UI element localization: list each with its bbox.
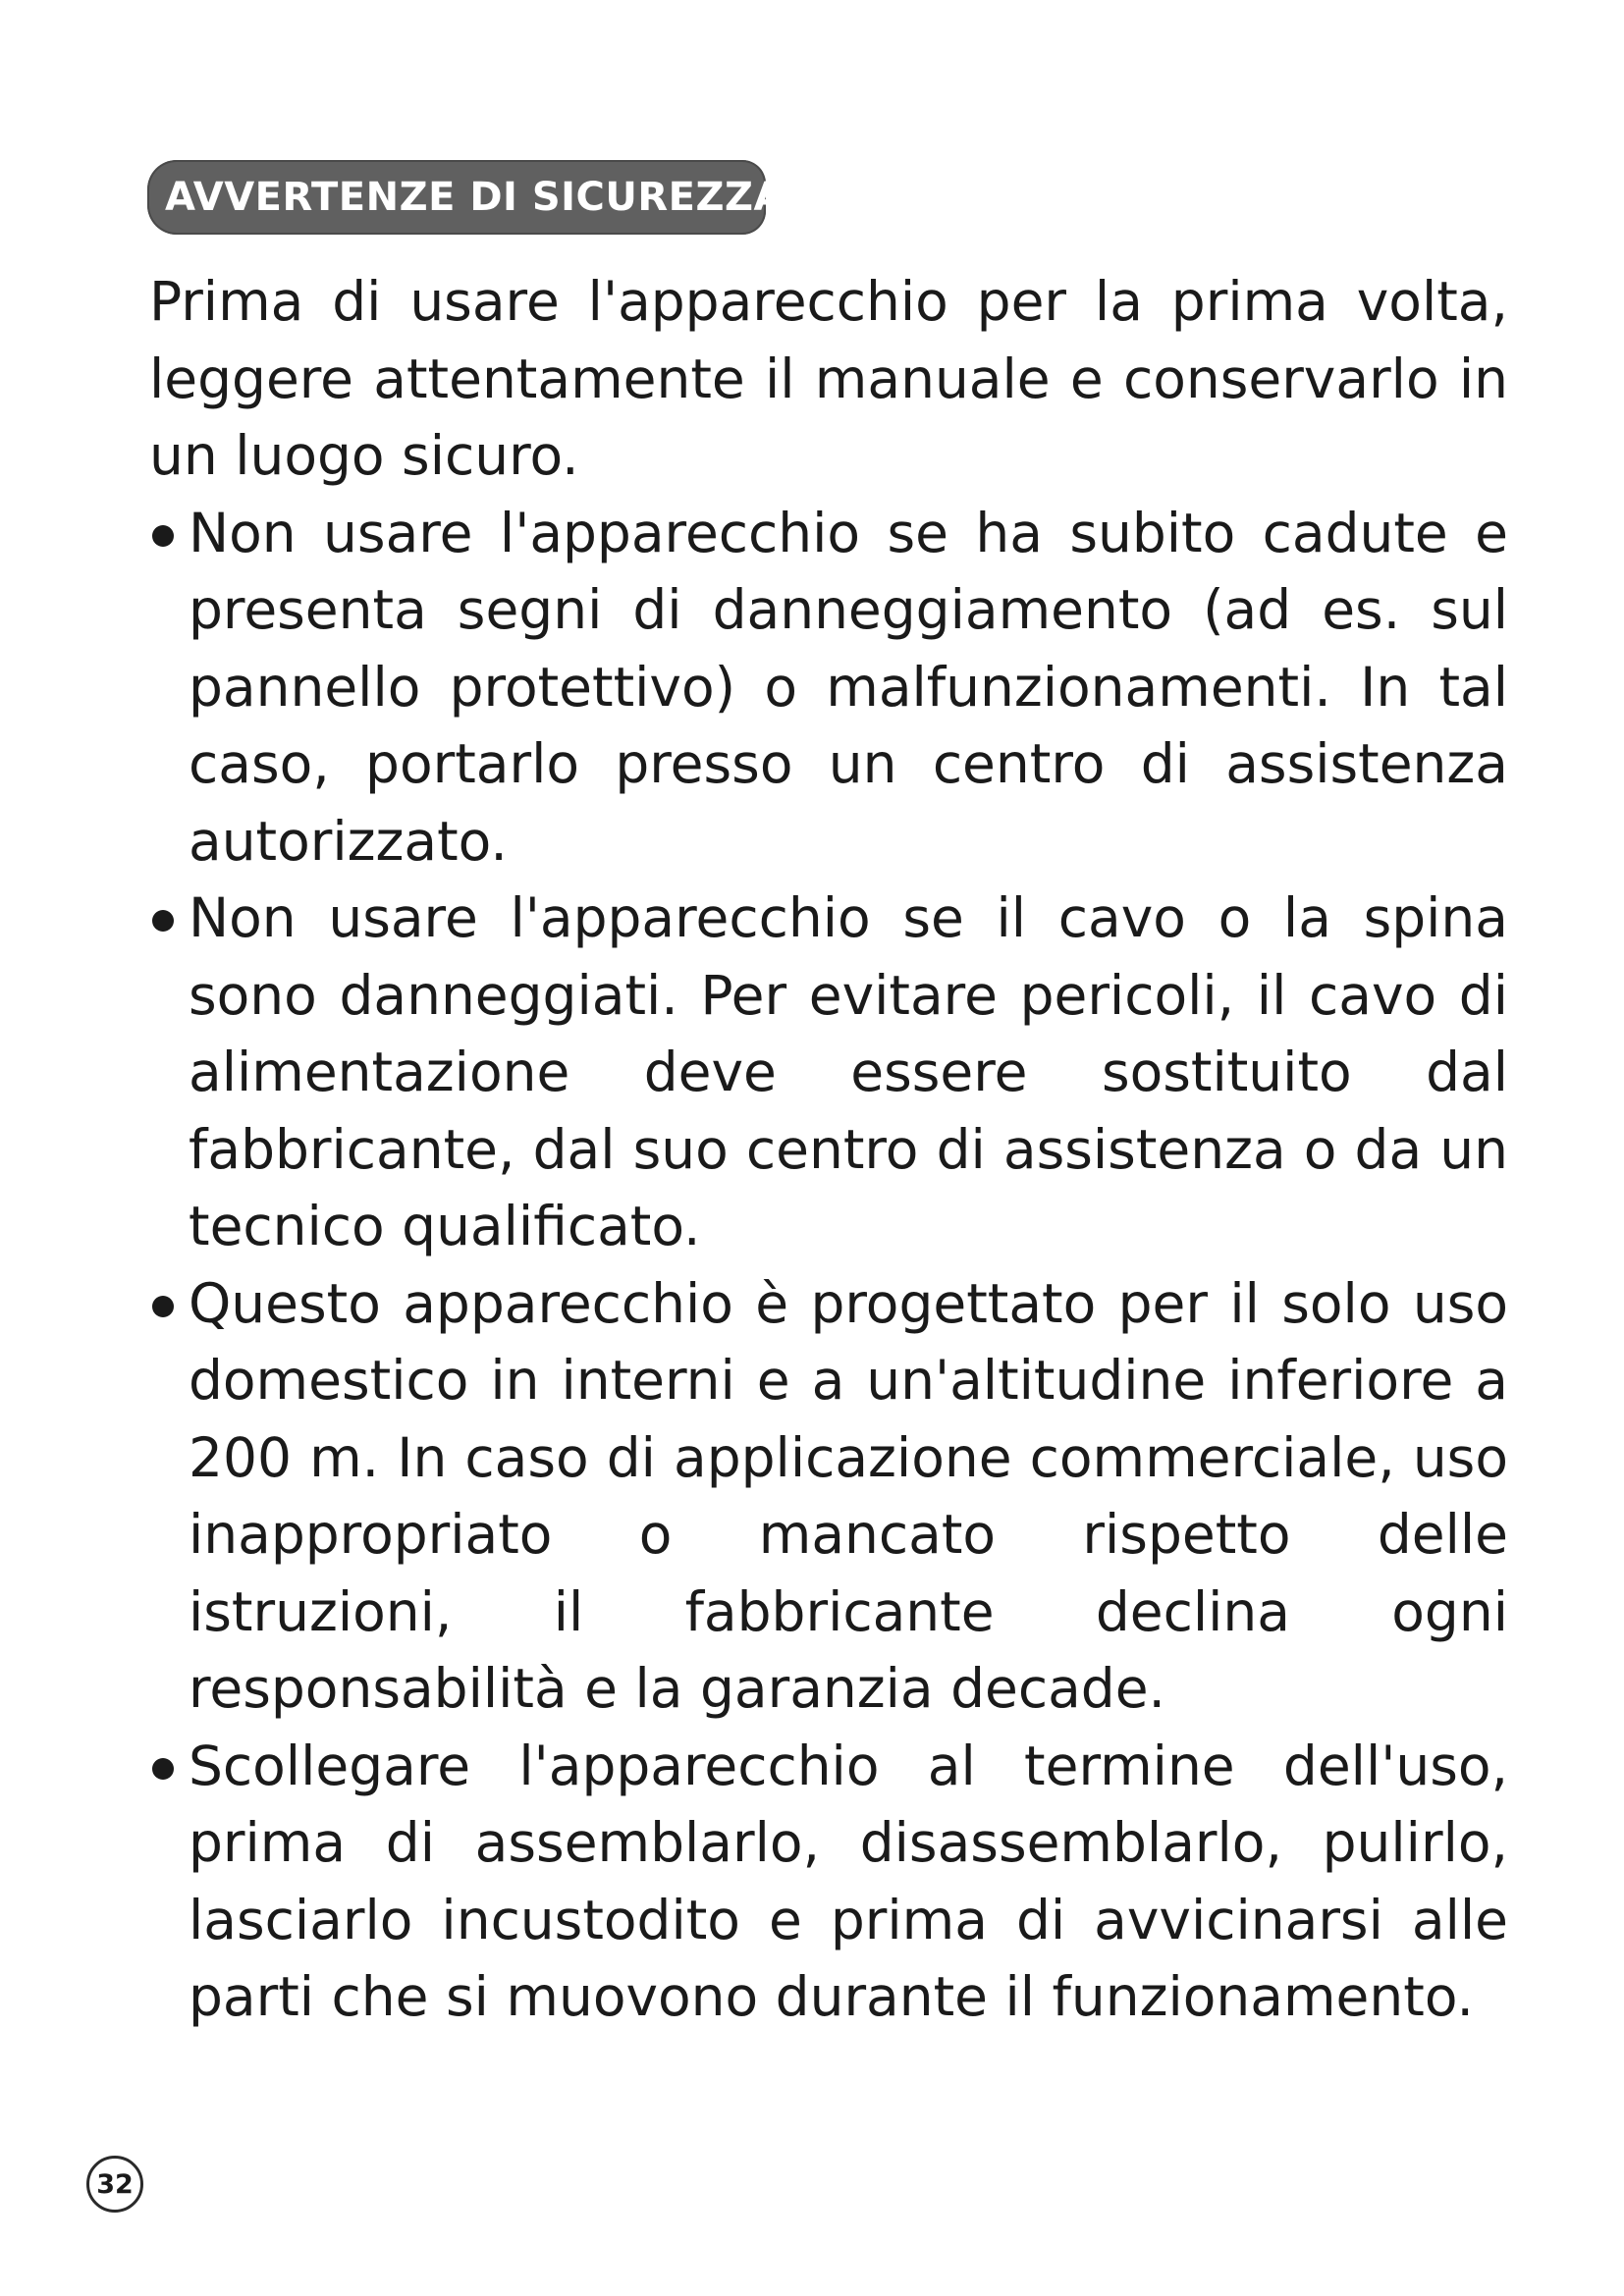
bullet-dot-icon bbox=[152, 1758, 174, 1780]
warning-text: Questo apparecchio è progettato per il solo uso domestico in interni e a un'altitudine inferiore a 200 m. In caso di applicazione commerciale, uso inappropriato o mancato rispetto delle istruzioni, il fabbricante declina ogni responsabilità e la garanzia decade. bbox=[189, 1271, 1508, 1720]
warning-item bbox=[149, 495, 1508, 881]
intro-paragraph: Prima di usare l'apparecchio per la prima volta, leggere attentamente il manuale e conservarlo in un luogo sicuro. bbox=[149, 270, 1508, 487]
warning-text: Non usare l'apparecchio se ha subito cadute e presenta segni di danneggiamento (ad es. sul pannello protettivo) o malfunzionamenti. In tal caso, portarlo presso un centro di assistenza autorizzato. bbox=[189, 501, 1508, 873]
section-header bbox=[147, 160, 785, 235]
warning-text: Non usare l'apparecchio se il cavo o la spina sono danneggiati. Per evitare pericoli, il cavo di alimentazione deve essere sostituito dal fabbricante, dal suo centro di assistenza o da un tecnico qualificato. bbox=[189, 886, 1508, 1257]
page-number: 32 bbox=[86, 2156, 143, 2213]
warning-item bbox=[149, 880, 1508, 1265]
bullet-dot-icon bbox=[152, 910, 174, 932]
section-title: AVVERTENZE DI SICUREZZA bbox=[165, 175, 785, 220]
warning-list bbox=[149, 495, 1508, 2036]
warning-item bbox=[149, 1265, 1508, 1728]
warning-text: Scollegare l'apparecchio al termine dell'uso, prima di assemblarlo, disassemblarlo, pulirlo, lasciarlo incustodito e prima di avvicinarsi alle parti che si muovono durante il funzionamento. bbox=[189, 1734, 1508, 2028]
bullet-dot-icon bbox=[152, 525, 174, 547]
bullet-dot-icon bbox=[152, 1296, 174, 1317]
page-content bbox=[149, 263, 1508, 2036]
warning-item bbox=[149, 1728, 1508, 2036]
